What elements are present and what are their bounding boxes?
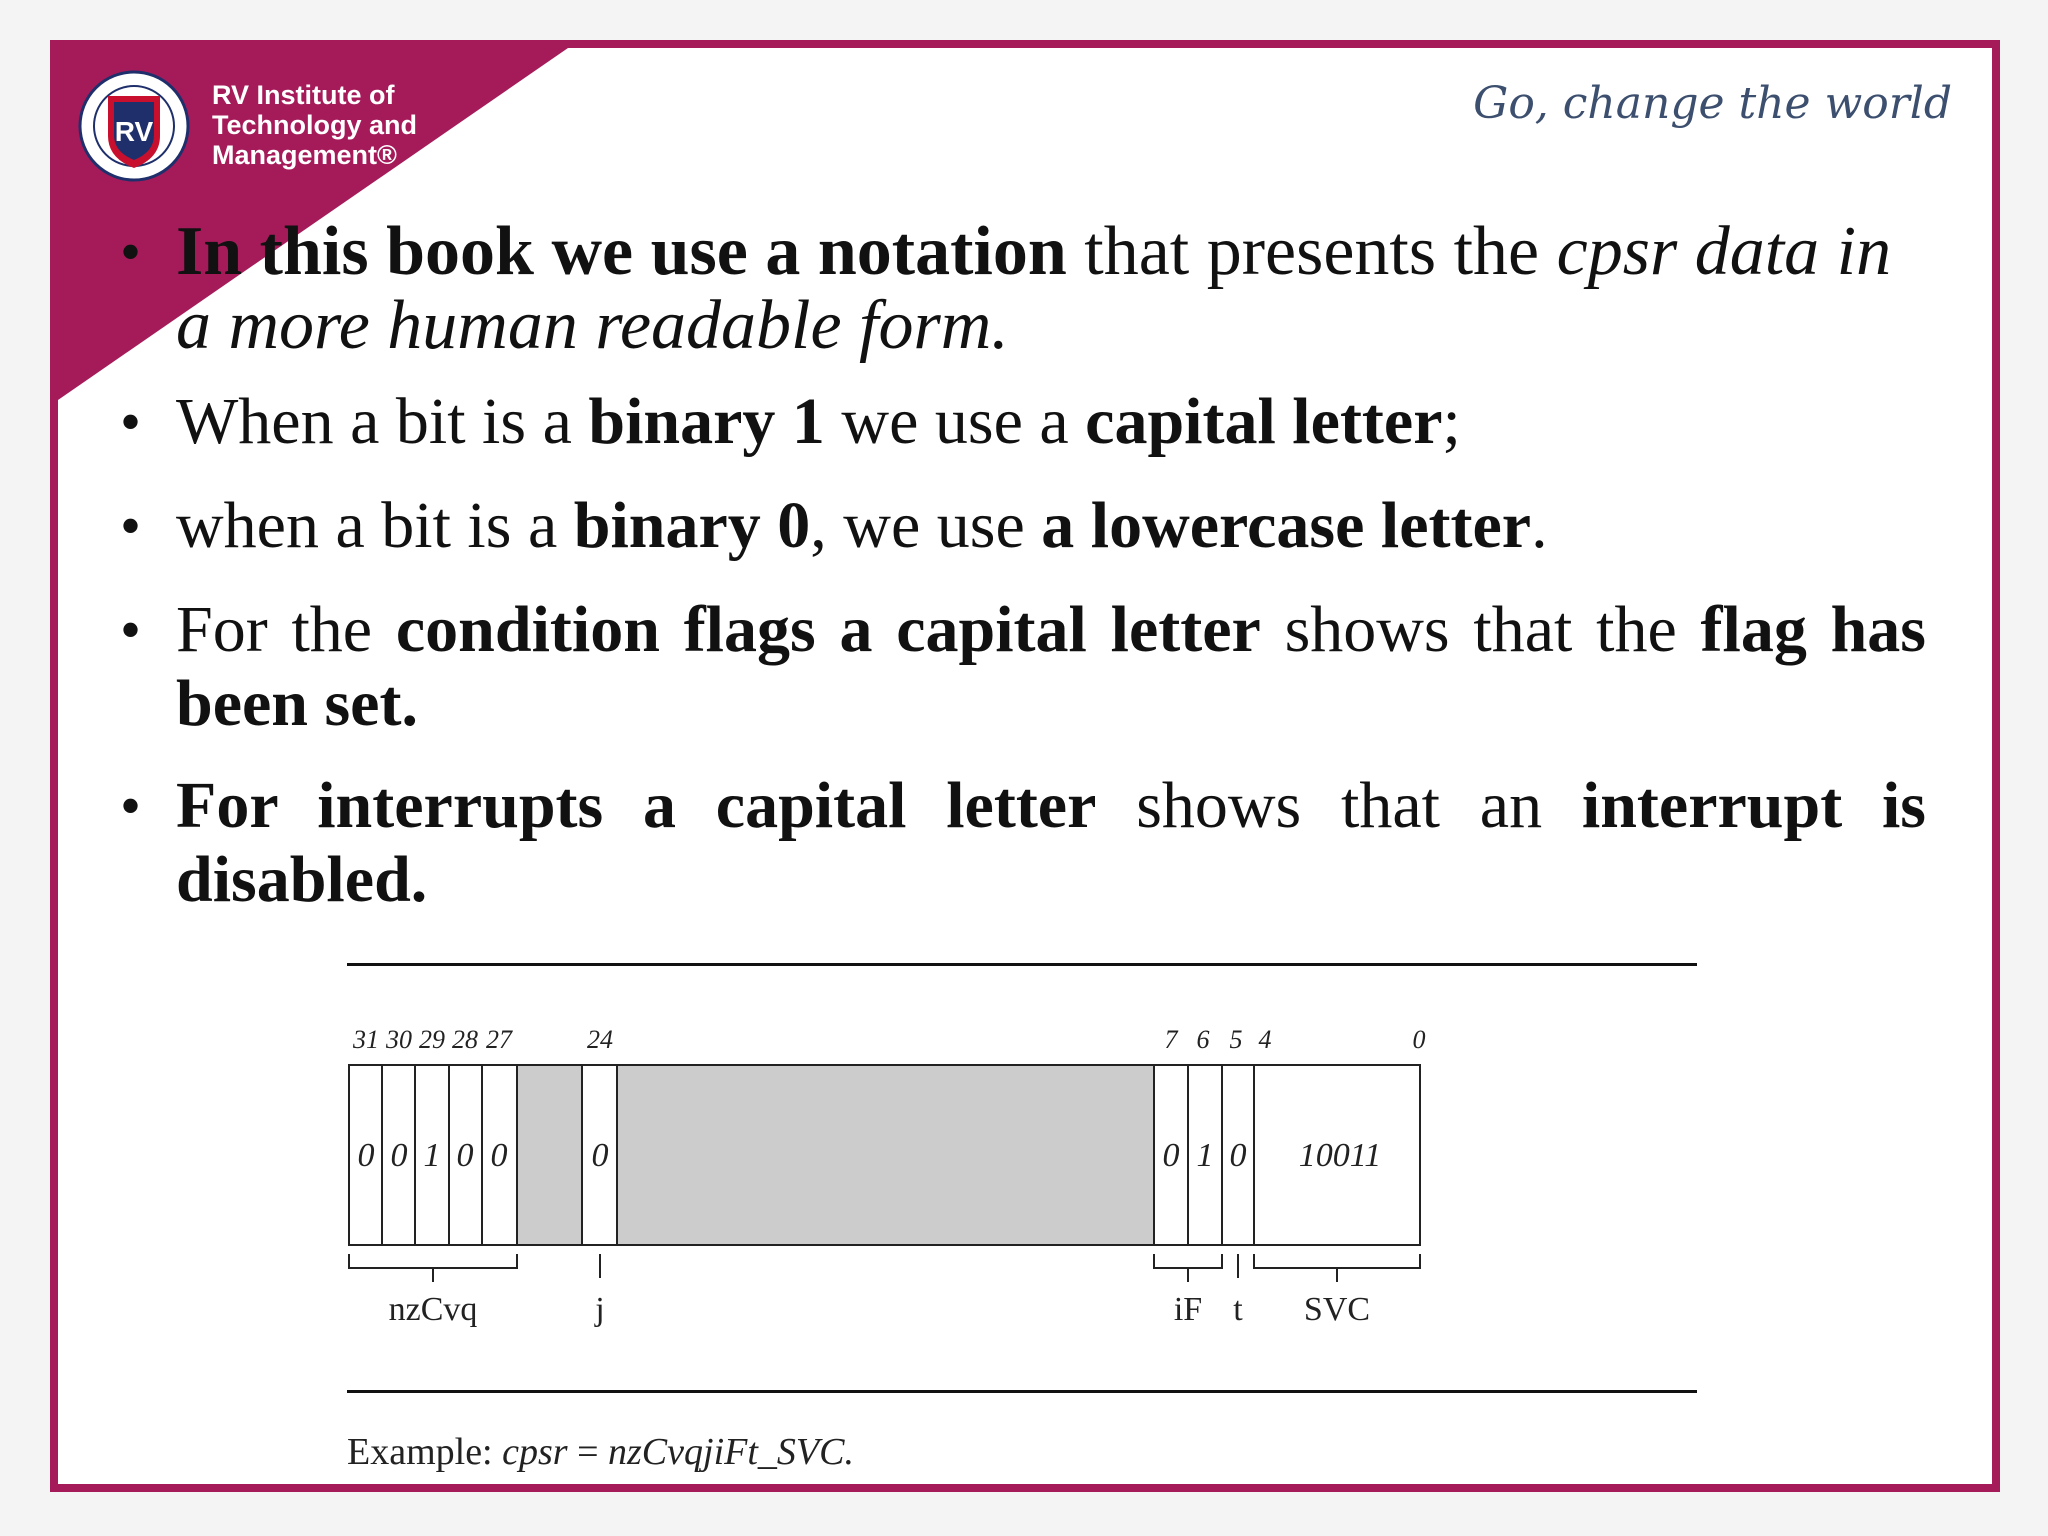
bit-value-f: 1 — [1196, 1137, 1214, 1174]
bit-value-n: 0 — [357, 1137, 375, 1174]
bit-position-labels — [352, 1025, 1426, 1054]
bit-value-z: 0 — [390, 1137, 408, 1174]
bullet-notation: • In this book we use a notation that presents the cpsr data in a more human readable form. — [120, 215, 1926, 363]
bit-value-t: 0 — [1229, 1137, 1247, 1174]
bit-pos-29: 29 — [419, 1025, 445, 1054]
bullet-condition-flags: • For the condition flags a capital letter shows that the flag has been set. — [120, 593, 1926, 741]
bit-pos-5: 5 — [1229, 1025, 1243, 1054]
bit-value-q: 0 — [490, 1137, 508, 1174]
reserved-region-1 — [517, 1065, 582, 1245]
bit-value-v: 0 — [456, 1137, 474, 1174]
institute-line-2: Technology and — [212, 110, 418, 140]
diagram-bottom-rule — [347, 1390, 1697, 1393]
institute-line-1: RV Institute of — [212, 80, 395, 110]
bit-pos-6: 6 — [1196, 1025, 1210, 1054]
institute-name — [212, 80, 417, 170]
field-labels — [389, 1291, 1370, 1328]
bullet-binary-0: • when a bit is a binary 0, we use a lowercase letter. — [120, 489, 1926, 563]
field-label-if: iF — [1173, 1291, 1203, 1328]
bit-value-c: 1 — [423, 1137, 441, 1174]
bit-pos-7: 7 — [1164, 1025, 1178, 1054]
bit-value-mode: 10011 — [1298, 1137, 1382, 1174]
field-brackets — [349, 1254, 1420, 1282]
bullet-interrupts: • For interrupts a capital letter shows that an interrupt is disabled. — [120, 769, 1926, 917]
bit-pos-24: 24 — [587, 1025, 613, 1054]
field-label-t: t — [1233, 1291, 1243, 1328]
institute-line-3: Management® — [212, 140, 397, 170]
diagram-top-rule — [347, 963, 1697, 966]
tagline: Go, change the world — [1473, 78, 1952, 129]
field-label-nzcvq: nzCvq — [388, 1291, 478, 1328]
logo-letters: RV — [114, 116, 154, 147]
bit-pos-28: 28 — [452, 1025, 478, 1054]
bit-value-i: 0 — [1162, 1137, 1180, 1174]
bit-value-j: 0 — [591, 1137, 609, 1174]
bit-pos-4: 4 — [1258, 1025, 1272, 1054]
field-label-j: j — [595, 1291, 605, 1328]
reserved-region-2 — [617, 1065, 1154, 1245]
bit-pos-0: 0 — [1412, 1025, 1426, 1054]
example-line: Example: cpsr = nzCvqjiFt_SVC. — [347, 1431, 854, 1473]
bit-pos-30: 30 — [386, 1025, 412, 1054]
bit-pos-31: 31 — [353, 1025, 379, 1054]
bullet-list — [120, 215, 1926, 917]
bit-pos-27: 27 — [486, 1025, 512, 1054]
bullet-binary-1: • When a bit is a binary 1 we use a capital letter; — [120, 385, 1926, 459]
cpsr-diagram — [347, 1010, 1447, 1340]
rv-logo — [78, 70, 190, 182]
field-label-svc: SVC — [1303, 1291, 1371, 1328]
